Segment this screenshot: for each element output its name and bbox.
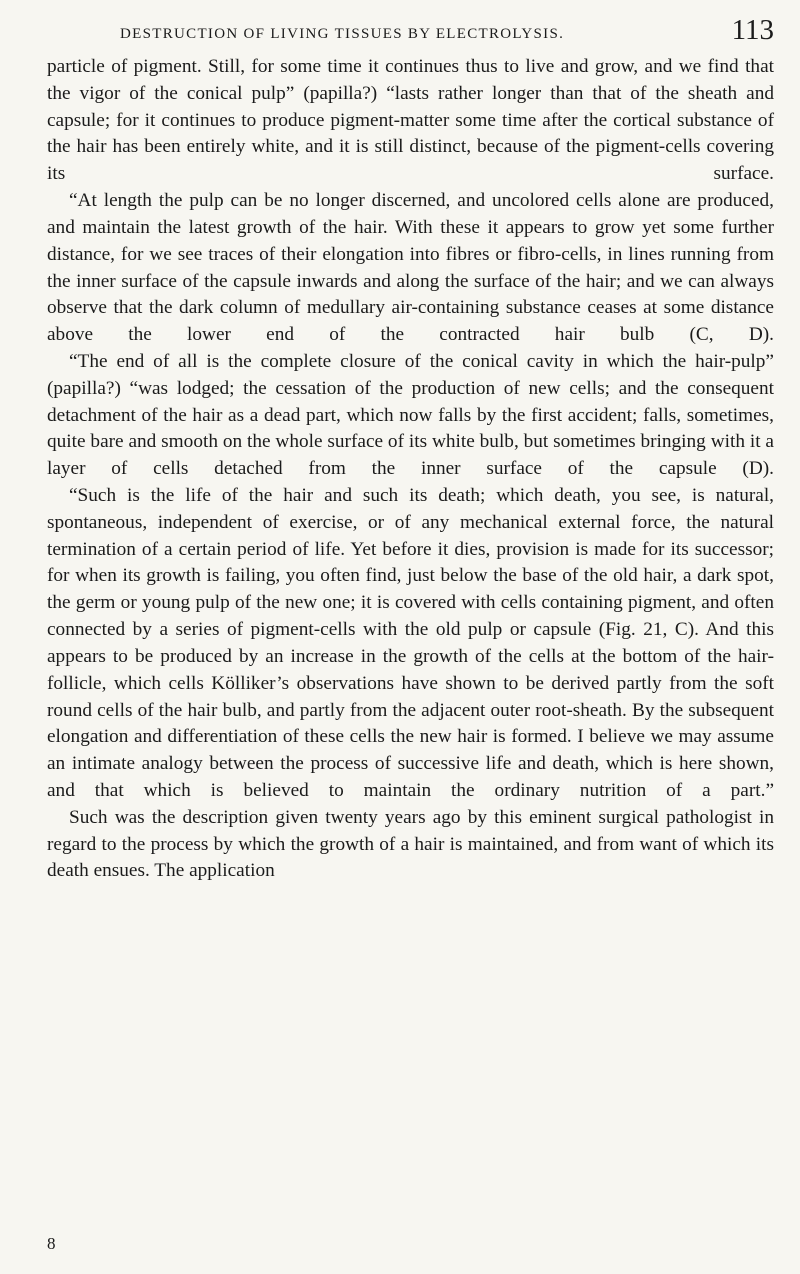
paragraph-life-of-hair: “Such is the life of the hair and such its death; which death, you see, is natural, spontaneous, independent of exercise, or of any mechanical external force, the natural termination of a certain period of life. Yet before it dies, provision is made for its successor; for when its growth is failing, you often find, just below the base of the old hair, a dark spot, the germ or young pulp of the new one; it is covered with cells containing pigment, and often connected by a series of pigment-cells with the old pulp or capsule (Fig. 21, C). And this appears to be produced by an increase in the growth of the cells at the bottom of the hair-follicle, which cells Kölliker’s observations have shown to be derived partly from the soft round cells of the hair bulb, and partly from the adjacent outer root-sheath. By the subsequent elongation and differentiation of these cells the new hair is formed. I believe we may assume an intimate analogy between the process of successive life and death, which is here shown, and that which is believed to maintain the ordinary nutrition of a part.” (47, 485, 774, 801)
paragraph-pulp-discerned: “At length the pulp can be no longer discerned, and uncolored cells alone are produced, and maintain the latest growth of the hair. With these it appears to grow yet some further distance, for we see traces of their elongation into fibres or fibro-cells, in lines running from the inner surface of the capsule inwards and along the surface of the hair; and we can always observe that the dark column of medullary air-containing substance ceases at some distance above the lower end of the contracted hair bulb (C, D). (47, 190, 774, 346)
paragraph-continued: particle of pigment. Still, for some time it continues thus to live and grow, and we find that the vigor of the conical pulp” (papilla?) “lasts rather longer than that of the sheath and capsule; for it continues to produce pigment-matter some time after the cortical substance of the hair has been entirely white, and it is still distinct, because of the pigment-cells covering its surface. (47, 56, 774, 185)
paragraph-end-of-all: “The end of all is the complete closure of the conical cavity in which the hair-pulp” (papilla?) “was lodged; the cessation of the production of new cells; and the consequent detachment of the hair as a dead part, which now falls by the first accident; falls, sometimes, quite bare and smooth on the whole surface of its white bulb, but sometimes bringing with it a layer of cells detached from the inner surface of the capsule (D). (47, 350, 774, 480)
signature-mark: 8 (47, 1234, 56, 1253)
header-title: DESTRUCTION OF LIVING TISSUES BY ELECTROLYSIS. (120, 26, 565, 42)
body-text (47, 54, 774, 885)
paragraph-description-given: Such was the description given twenty years ago by this eminent surgical pathologist in regard to the process by which the growth of a hair is maintained, and from want of which its death ensues. The application (47, 806, 774, 882)
running-head (47, 14, 774, 44)
page-number: 113 (731, 14, 774, 46)
